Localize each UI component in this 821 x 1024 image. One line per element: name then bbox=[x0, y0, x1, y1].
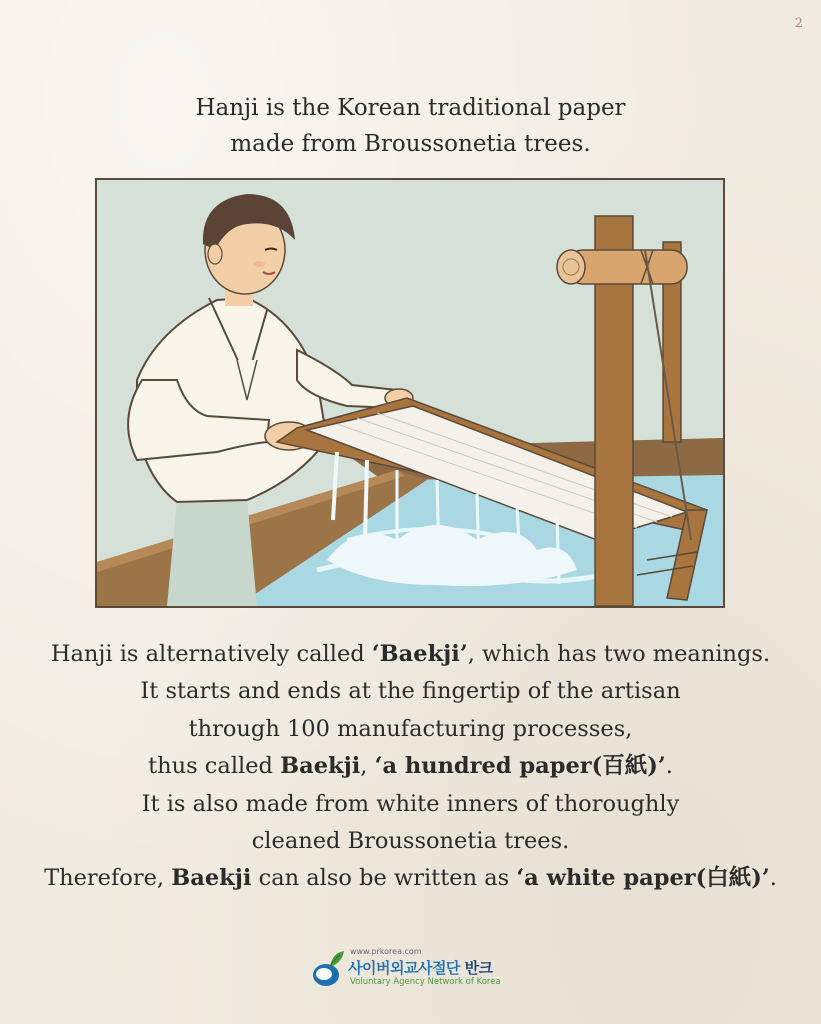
vank-globe-leaf-icon bbox=[312, 949, 346, 989]
intro-line-1: Hanji is the Korean traditional paper bbox=[195, 95, 626, 121]
body-line-4 bbox=[0, 748, 821, 785]
body-text-span: can also be written as bbox=[251, 865, 517, 892]
logo-brand-text: 반크 bbox=[464, 959, 493, 977]
body-text-span: Hanji is alternatively called bbox=[50, 641, 372, 667]
body-text-span: thus called bbox=[148, 753, 281, 780]
body-line-1 bbox=[0, 636, 821, 673]
body-text-span: . bbox=[769, 865, 777, 892]
logo-korean-text: 사이버외교사절단 bbox=[348, 959, 465, 977]
artisan-making-hanji-illustration bbox=[95, 178, 725, 608]
body-line-5: It is also made from white inners of thoroughly bbox=[141, 790, 680, 817]
logo-url: www.prkorea.com bbox=[350, 947, 422, 956]
baekji-term: Baekji bbox=[280, 753, 361, 780]
hundred-paper-term: ‘a hundred paper(百紙)’ bbox=[374, 753, 666, 780]
body-line-3: through 100 manufacturing processes, bbox=[188, 715, 633, 742]
body-line-7 bbox=[0, 860, 821, 897]
body-text-span: , which has two meanings. bbox=[467, 641, 771, 667]
body-text-span: , bbox=[360, 753, 375, 780]
body-line-6: cleaned Broussonetia trees. bbox=[251, 828, 570, 855]
baekji-term: Baekji bbox=[171, 865, 252, 892]
body-line-2: It starts and ends at the fingertip of the artisan bbox=[140, 678, 681, 705]
body-text-span: Therefore, bbox=[44, 865, 172, 892]
logo-english-name: Voluntary Agency Network of Korea bbox=[350, 977, 501, 987]
body-text-span: . bbox=[665, 753, 673, 780]
logo-korean-name bbox=[348, 957, 493, 978]
intro-heading bbox=[0, 90, 821, 162]
vank-logo bbox=[300, 945, 540, 995]
body-text bbox=[0, 636, 821, 898]
hanji-scene bbox=[97, 180, 723, 606]
intro-line-2: made from Broussonetia trees. bbox=[230, 131, 591, 157]
white-paper-term: ‘a white paper(白紙)’ bbox=[516, 865, 770, 892]
baekji-term: ‘Baekji’ bbox=[371, 641, 468, 667]
page-number: 2 bbox=[794, 16, 803, 31]
